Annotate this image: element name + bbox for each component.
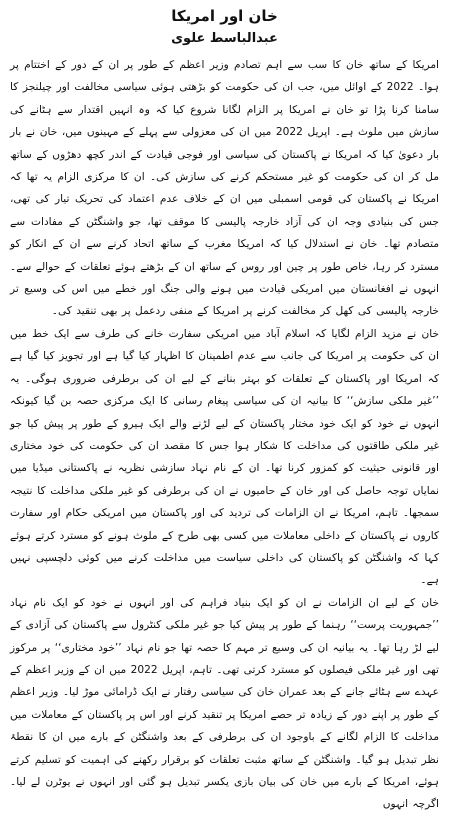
article-body	[10, 54, 439, 816]
author-byline: عبدالباسط علوی	[171, 31, 278, 46]
article-paragraph: خان کے لیے ان الزامات نے ان کو ایک بنیاد فراہم کی اور انہوں نے خود کو ایک نام نہاد ’’جمہوریت پرست‘‘ رہنما کے طور پر پیش کیا جو غیر ملکی کنٹرول سے پاکستان کی آزادی کے لیے لڑ رہا تھا۔ یہ بیانیہ ان کی وسیع تر مہم کا حصہ تھا جو نام نہاد ’’خود مختاری‘‘ پر مرکوز تھی اور غیر ملکی فیصلوں کو مسترد کرتی تھی۔ تاہم، اپریل 2022 میں ان کے وزیر اعظم کے عہدے سے ہٹائے جانے کے بعد عمران خان کی سیاسی رفتار نے ایک ڈرامائی موڑ لیا۔ وزیر اعظم کے طور پر اپنے دور کے زیادہ تر حصے امریکا پر تنقید کرنے اور اس پر پاکستان کے معاملات میں مداخلت کا الزام لگانے کے باوجود ان کی برطرفی کے بعد واشنگٹن کے بارے میں ان کا نقطۂ نظر تبدیل ہو گیا۔ واشنگٹن کے ساتھ مثبت تعلقات کو برقرار رکھنے کی اہمیت کو تسلیم کرتے ہوئے، امریکا کے بارے میں خان کی بیان بازی یکسر تبدیل ہو گئی اور انہوں نے یوٹرن لے لیا۔ اگرچہ انہوں	[10, 596, 439, 811]
article-title: خان اور امریکا	[171, 7, 278, 25]
article-paragraph: خان نے مزید الزام لگایا کہ اسلام آباد میں امریکی سفارت خانے کی طرف سے ایک خط میں ان کی حکومت پر امریکا کی جانب سے عدم اطمینان کا اظہار کیا گیا ہے اور تجویز کیا گیا ہے کہ امریکا اور پاکستان کے تعلقات کو بہتر بنانے کے لیے ان کی برطرفی ضروری ہوگی۔ یہ ’’غیر ملکی سازش‘‘ کا بیانیہ ان کی سیاسی پیغام رسانی کا ایک مرکزی حصہ بن گیا کیونکہ انہوں نے خود کو ایک خود مختار پاکستان کے لیے لڑنے والے ایک ہیرو کے طور پر پیش کیا جو غیر ملکی طاقتوں کی مداخلت کا شکار ہوا جس کا مقصد ان کی حکومت کی خود مختاری اور قانونی حیثیت کو کمزور کرنا تھا۔ ان کے نام نہاد سازشی نظریہ نے پاکستانی میڈیا میں نمایاں توجہ حاصل کی اور خان کے حامیوں نے ان کی برطرفی کو غیر ملکی مداخلت کا نتیجہ سمجھا۔ تاہم، امریکا نے ان الزامات کی تردید کی اور پاکستان میں امریکی حکام اور سفارت کاروں نے پاکستان کے داخلی معاملات میں کسی بھی طرح کے ملوث ہونے کو مسترد کرتے ہوئے کہا کہ واشنگٹن کو پاکستان کی داخلی سیاست میں مداخلت کرنے میں کوئی دلچسپی نہیں ہے۔	[9, 327, 439, 587]
article-paragraph: امریکا کے ساتھ خان کا سب سے اہم تصادم وزیر اعظم کے طور پر ان کے دور کے اختتام پر ہوا۔ 2022 کے اوائل میں، جب ان کی حکومت کو بڑھتی ہوئی سیاسی مخالفت اور چیلنجز کا سامنا کرنا پڑا تو خان نے امریکا پر الزام لگانا شروع کیا کہ وہ انہیں اقتدار سے ہٹانے کی سازش میں ملوث ہے۔ اپریل 2022 میں ان کی معزولی سے پہلے کے مہینوں میں، خان نے بار بار دعویٰ کیا کہ امریکا نے پاکستان کی سیاسی اور فوجی قیادت کے اندر کچھ دھڑوں کے ساتھ مل کر ان کی حکومت کو غیر مستحکم کرنے کی سازش کی۔ ان کا مرکزی الزام یہ تھا کہ امریکا نے پاکستان کی قومی اسمبلی میں ان کے خلاف عدم اعتماد کی تحریک تیار کی تھی، جس کی بنیادی وجہ ان کی آزاد خارجہ پالیسی کا موقف تھا، جو واشنگٹن کے مفادات سے متصادم تھا۔ خان نے استدلال کیا کہ امریکا مغرب کے ساتھ اتحاد کرنے سے ان کے انکار کو مسترد کر رہا، خاص طور پر چین اور روس کے ساتھ ان کے بڑھتے ہوئے تعلقات کے حوالے سے۔ انہوں نے افغانستان میں امریکی قیادت میں ہونے والی جنگ اور خطے میں اس کی وسیع تر خارجہ پالیسی کی کھل کر مخالفت کرنے پر امریکا کے منفی ردعمل پر بھی تنقید کی۔	[10, 59, 439, 318]
